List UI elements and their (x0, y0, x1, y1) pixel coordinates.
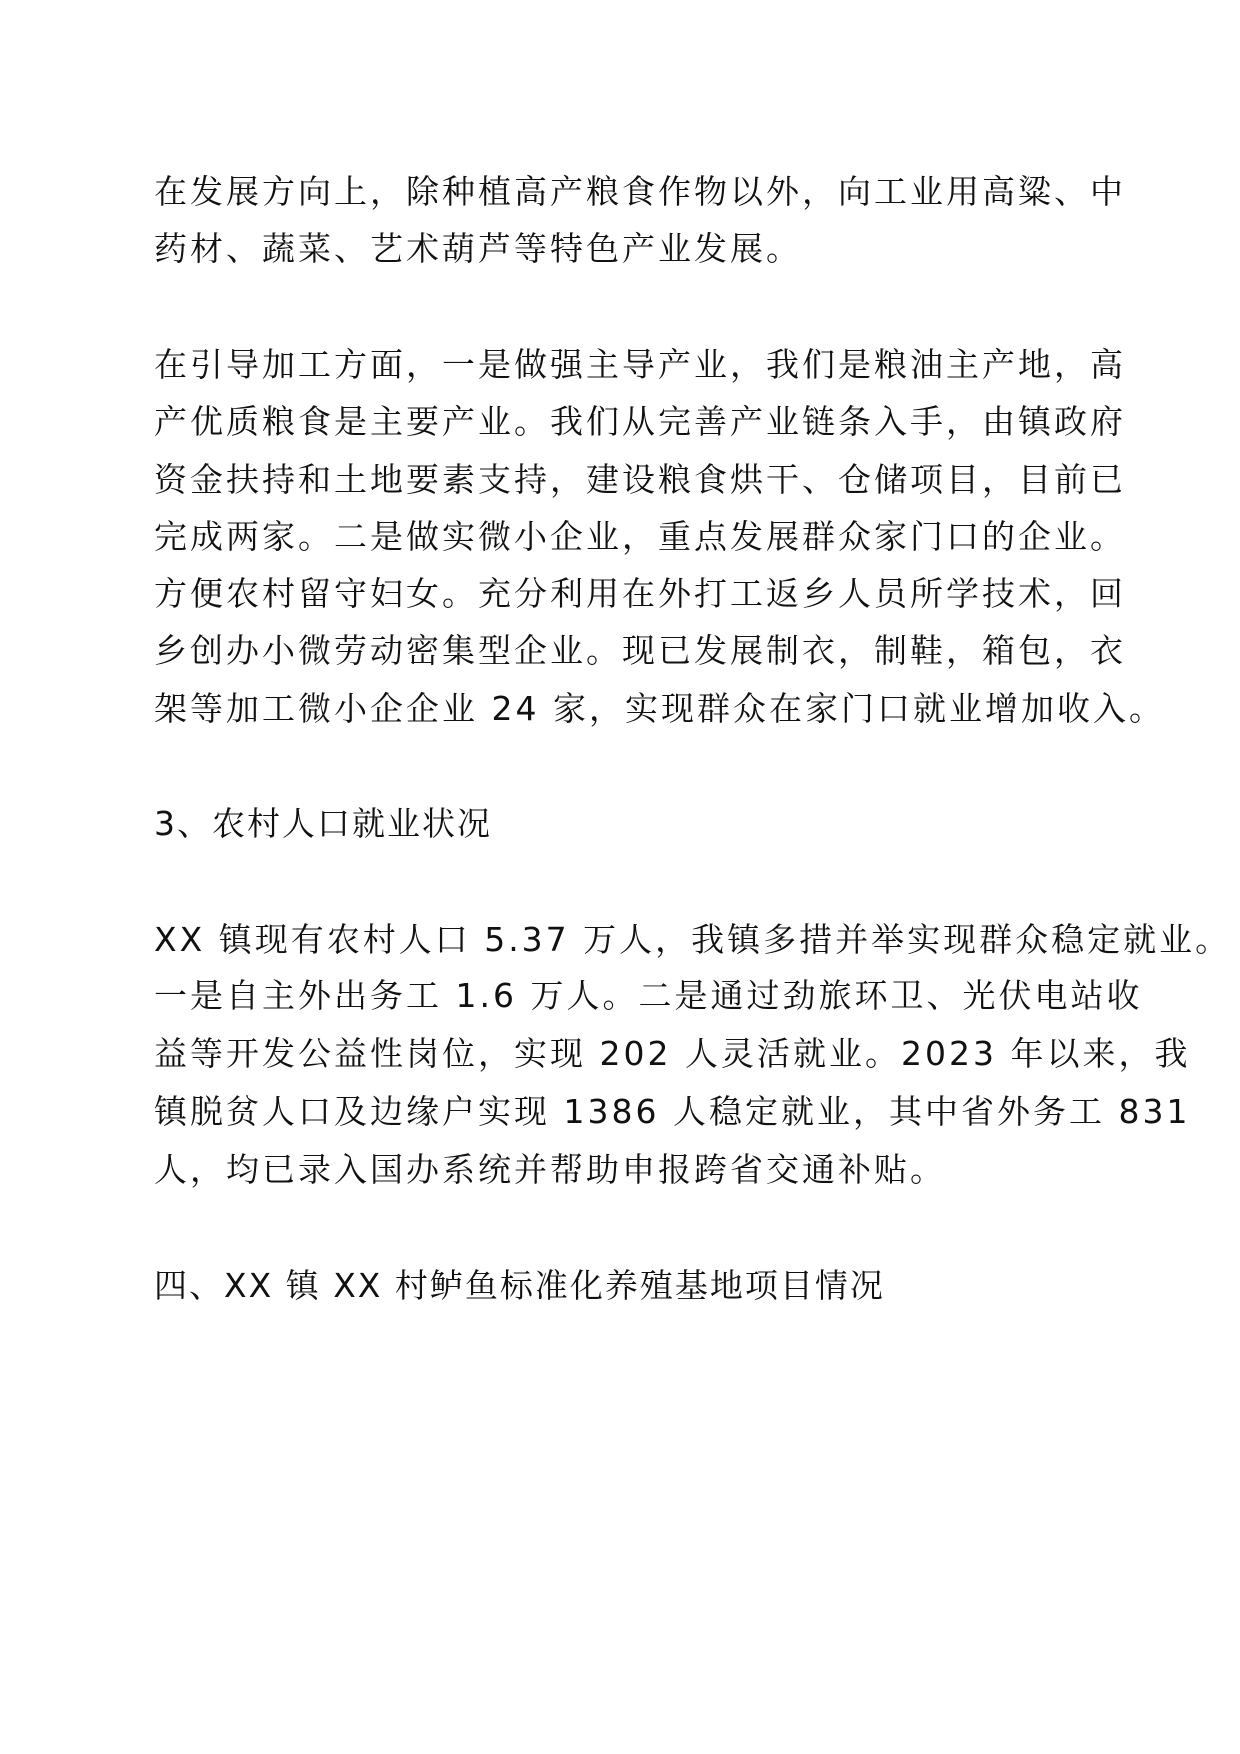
paragraph-2-line-5: 方便农村留守妇女。充分利用在外打工返乡人员所学技术，回 (154, 574, 1126, 613)
paragraph-2-line-2: 产优质粮食是主要产业。我们从完善产业链条入手，由镇政府 (154, 402, 1126, 441)
paragraph-1-line-1: 在发展方向上，除种植高产粮食作物以外，向工业用高粱、中 (154, 172, 1126, 211)
paragraph-2-line-3: 资金扶持和土地要素支持，建设粮食烘干、仓储项目，目前已 (154, 460, 1126, 499)
paragraph-3-line-4: 镇脱贫人口及边缘户实现 1386 人稳定就业，其中省外务工 831 (154, 1092, 1191, 1131)
paragraph-3-line-5: 人，均已录入国办系统并帮助申报跨省交通补贴。 (154, 1150, 946, 1189)
paragraph-2-line-6: 乡创办小微劳动密集型企业。现已发展制衣，制鞋，箱包，衣 (154, 631, 1126, 670)
paragraph-2-line-7: 架等加工微小企企业 24 家，实现群众在家门口就业增加收入。 (154, 689, 1165, 728)
paragraph-3-line-2: 一是自主外出务工 1.6 万人。二是通过劲旅环卫、光伏电站收 (154, 976, 1143, 1015)
paragraph-3-line-1: XX 镇现有农村人口 5.37 万人，我镇多措并举实现群众稳定就业。 (154, 920, 1232, 959)
section-4-heading: 四、XX 镇 XX 村鲈鱼标准化养殖基地项目情况 (154, 1266, 885, 1305)
paragraph-1-line-2: 药材、蔬菜、艺术葫芦等特色产业发展。 (154, 229, 802, 268)
paragraph-3-line-3: 益等开发公益性岗位，实现 202 人灵活就业。2023 年以来，我 (154, 1034, 1191, 1073)
paragraph-2-line-4: 完成两家。二是做实微小企业，重点发展群众家门口的企业。 (154, 517, 1126, 556)
paragraph-2-line-1: 在引导加工方面，一是做强主导产业，我们是粮油主产地，高 (154, 345, 1126, 384)
section-3-heading: 3、农村人口就业状况 (154, 804, 492, 843)
